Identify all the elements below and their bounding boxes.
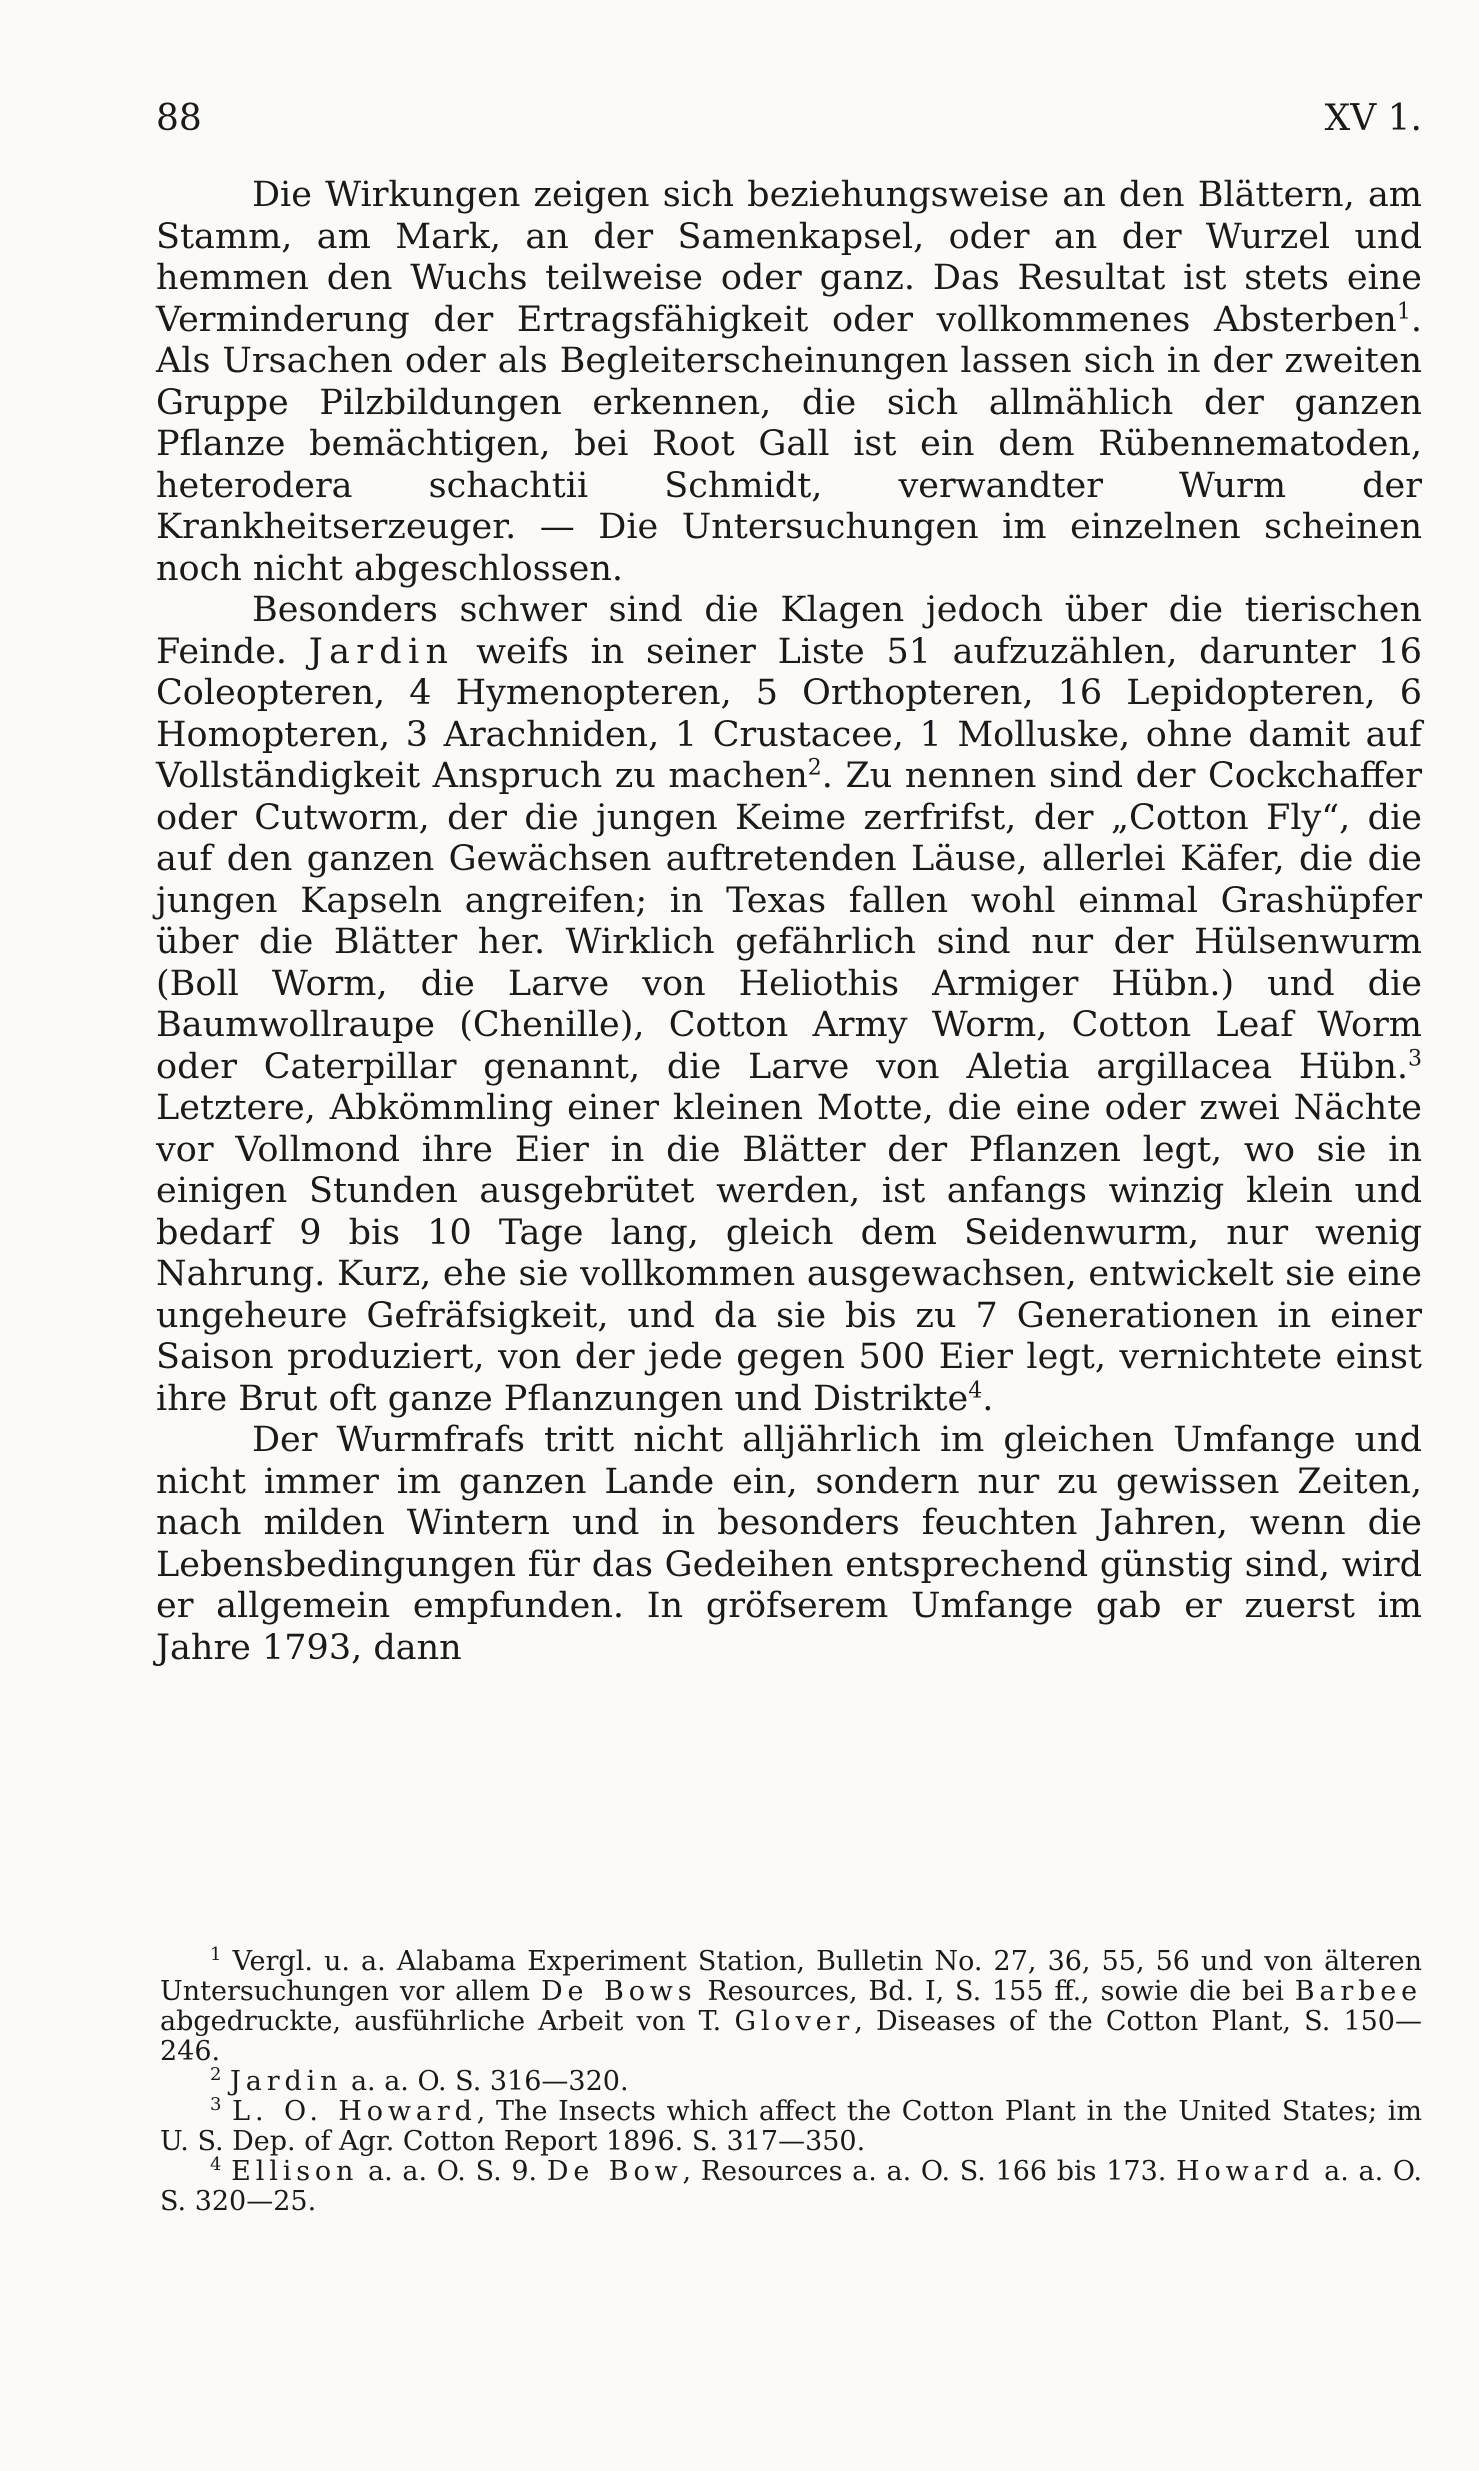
footnote: $^1$ Vergl. u. a. Alabama Experiment Station, Bulletin No. 27, 36, 55, 56 und von älteren Untersuchungen vor allem De Bows Resources, Bd. I, S. 155 ff., sowie die bei Barbee abgedruckte, ausführliche Arbeit von T. Glover, Diseases of the Cotton Plant, S. 150—246. [160, 1944, 1422, 2067]
footnote-label: 2 [210, 2064, 222, 2085]
page-number: 88 [156, 98, 202, 139]
footnote-ref: 4 [968, 1377, 983, 1403]
body-text [156, 175, 1422, 1669]
footnote-label: 1 [210, 1944, 222, 1965]
paragraph: Der Wurmfrafs tritt nicht alljährlich im gleichen Umfange und nicht immer im ganzen Lande ein, sondern nur zu gewissen Zeiten, nach milden Wintern und in besonders feuchten Jahren, wenn die Lebensbedingungen für das Gedeihen entsprechend günstig sind, wird er allgemein empfunden. In gröfserem Umfange gab er zuerst im Jahre 1793, dann [156, 1420, 1422, 1668]
footnote-ref: 3 [1408, 1045, 1422, 1071]
author-name: Jardin [308, 631, 455, 672]
footnote-ref: 1 [1396, 298, 1411, 324]
paragraph: Besonders schwer sind die Klagen jedoch über die tierischen Feinde. Jardin weifs in seiner Liste 51 aufzuzählen, darunter 16 Coleopteren, 4 Hymenopteren, 5 Orthopteren, 16 Lepidopteren, 6 Homopteren, 3 Arachniden, 1 Crustacee, 1 Molluske, ohne damit auf Vollständigkeit Anspruch zu machen$^2$. Zu nennen sind der Cockchaffer oder Cutworm, der die jungen Keime zerfrifst, der „Cotton Fly“, die auf den ganzen Gewächsen auftretenden Läuse, allerlei Käfer, die die jungen Kapseln angreifen; in Texas fallen wohl einmal Grashüpfer über die Blätter her. Wirklich gefährlich sind nur der Hülsenwurm (Boll Worm, die Larve von Heliothis Armiger Hübn.) und die Baumwollraupe (Chenille), Cotton Army Worm, Cotton Leaf Worm oder Caterpillar genannt, die Larve von Aletia argillacea Hübn.$^3$ Letztere, Abkömmling einer kleinen Motte, die eine oder zwei Nächte vor Vollmond ihre Eier in die Blätter der Pflanzen legt, wo sie in einigen Stunden ausgebrütet werden, ist anfangs winzig klein und bedarf 9 bis 10 Tage lang, gleich dem Seidenwurm, nur wenig Nahrung. Kurz, ehe sie vollkommen ausgewachsen, entwickelt sie eine ungeheure Gefräfsigkeit, und da sie bis zu 7 Generationen in einer Saison produziert, von der jede gegen 500 Eier legt, vernichtete einst ihre Brut oft ganze Pflanzungen und Distrikte$^4$. [156, 590, 1422, 1419]
footnote-label: 4 [210, 2154, 222, 2175]
footnote-ref: 2 [807, 755, 822, 781]
paragraph: Die Wirkungen zeigen sich beziehungsweise an den Blättern, am Stamm, am Mark, an der Samenkapsel, oder an der Wurzel und hemmen den Wuchs teilweise oder ganz. Das Resultat ist stets eine Verminderung der Ertragsfähigkeit oder vollkommenes Absterben$^1$. Als Ursachen oder als Begleiterscheinungen lassen sich in der zweiten Gruppe Pilzbildungen erkennen, die sich allmählich der ganzen Pflanze bemächtigen, bei Root Gall ist ein dem Rübennematoden, heterodera schachtii Schmidt, verwandter Wurm der Krankheitserzeuger. — Die Untersuchungen im einzelnen scheinen noch nicht abgeschlossen. [156, 175, 1422, 589]
footnote: $^4$ Ellison a. a. O. S. 9. De Bow, Resources a. a. O. S. 166 bis 173. Howard a. a. O. S. 320—25. [160, 2154, 1423, 2217]
footnote: $^2$ Jardin a. a. O. S. 316—320. [210, 2064, 629, 2097]
signature-mark: XV 1. [1324, 98, 1422, 139]
running-header [156, 98, 1422, 148]
footnote: $^3$ L. O. Howard, The Insects which affect the Cotton Plant in the United States; im U. S. Dep. of Agr. Cotton Report 1896. S. 317—350. [160, 2094, 1422, 2157]
footnote-label: 3 [210, 2094, 222, 2115]
footnotes [160, 1944, 1423, 2217]
